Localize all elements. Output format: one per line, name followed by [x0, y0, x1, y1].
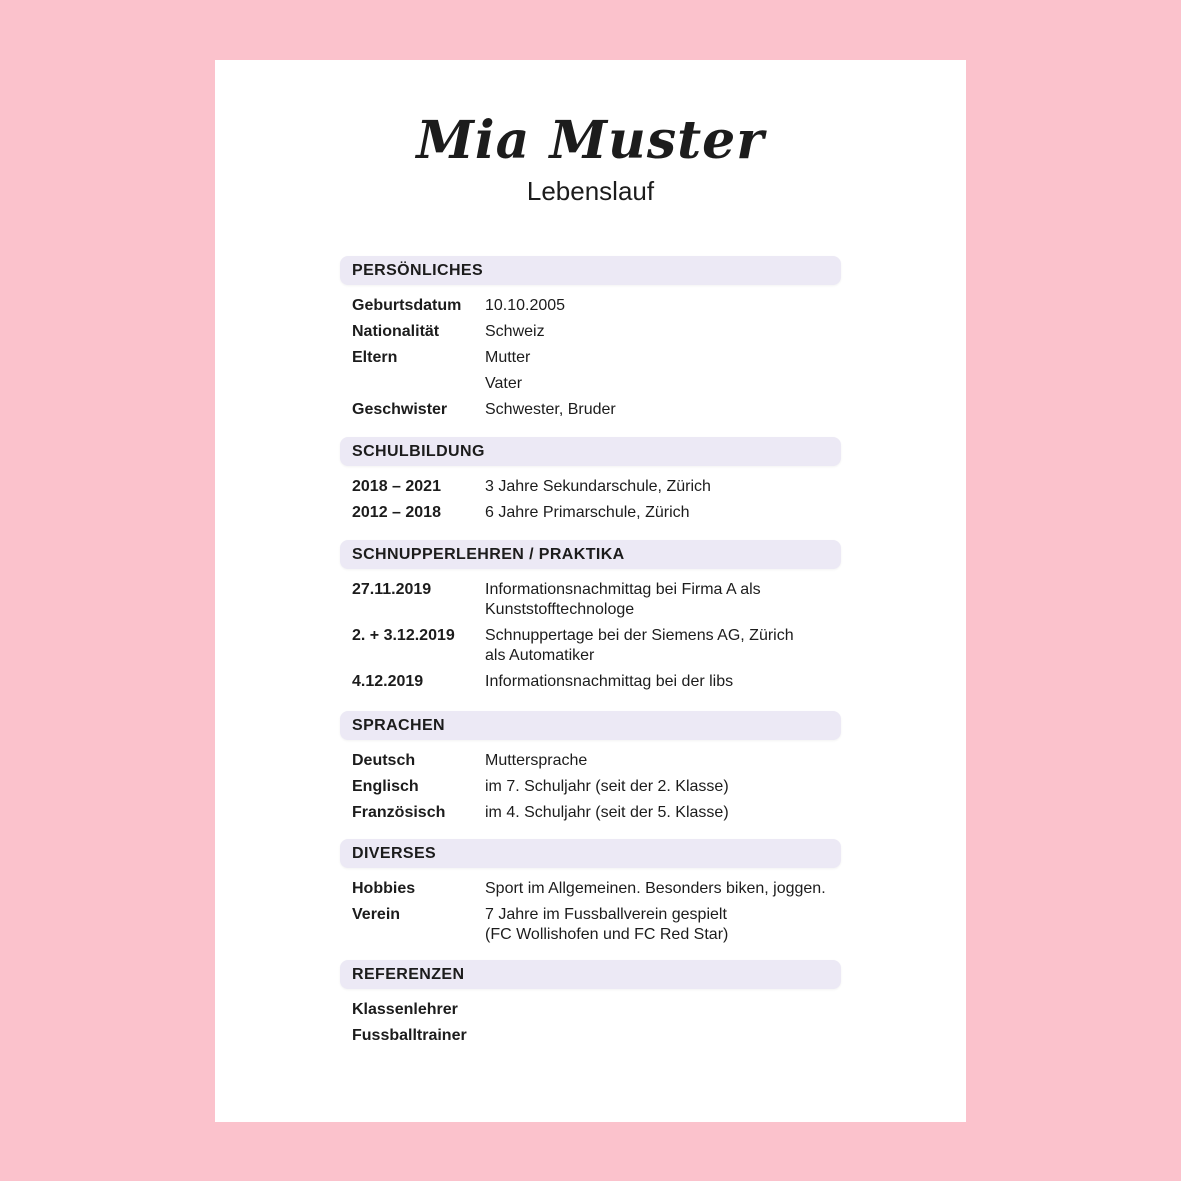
section-header-schnupperlehren [340, 540, 841, 569]
section-referenzen [340, 960, 841, 1052]
row-label: 2. + 3.12.2019 [352, 627, 455, 644]
section-schnupperlehren [340, 540, 841, 698]
section-persoenliches [340, 256, 841, 426]
section-header-schulbildung [340, 437, 841, 466]
row-label: Englisch [352, 778, 419, 795]
row-libs [352, 672, 841, 692]
row-klassenlehrer [352, 1000, 841, 1020]
row-value: Schweiz [485, 323, 545, 340]
resume-page [215, 60, 966, 1122]
row-label: Fussballtrainer [352, 1027, 467, 1044]
row-firma-a [352, 580, 841, 620]
section-header-diverses [340, 839, 841, 868]
person-name: Mia Muster [416, 110, 765, 171]
document-header [215, 110, 966, 206]
row-eltern-vater [352, 374, 841, 394]
row-fussballtrainer [352, 1026, 841, 1046]
section-title: DIVERSES [352, 845, 437, 862]
row-englisch [352, 777, 841, 797]
row-label: Verein [352, 906, 401, 923]
row-label: Deutsch [352, 752, 416, 769]
row-value: 6 Jahre Primarschule, Zürich [485, 504, 690, 521]
row-label: Klassenlehrer [352, 1001, 458, 1018]
section-title: REFERENZEN [352, 966, 465, 983]
row-label: 2018 – 2021 [352, 478, 441, 495]
row-value: Informationsnachmittag bei der libs [485, 673, 734, 690]
section-header-sprachen [340, 711, 841, 740]
section-title: SPRACHEN [352, 717, 445, 734]
section-rows [340, 740, 841, 823]
section-title: PERSÖNLICHES [352, 262, 484, 279]
row-value: 7 Jahre im Fussballverein gespielt (FC Wollishofen und FC Red Star) [485, 906, 729, 943]
row-value: Sport im Allgemeinen. Besonders biken, joggen. [485, 880, 826, 897]
row-franzoesisch [352, 803, 841, 823]
section-schulbildung [340, 437, 841, 529]
row-value [485, 1026, 841, 1046]
row-value: 10.10.2005 [485, 297, 566, 314]
row-label: Geburtsdatum [352, 297, 462, 314]
row-hobbies [352, 879, 841, 899]
section-title: SCHULBILDUNG [352, 443, 485, 460]
row-nationalitaet [352, 322, 841, 342]
row-label: 2012 – 2018 [352, 504, 441, 521]
section-sprachen [340, 711, 841, 829]
row-label: Geschwister [352, 401, 448, 418]
row-value: 3 Jahre Sekundarschule, Zürich [485, 478, 711, 495]
row-sekundarschule [352, 477, 841, 497]
section-rows [340, 569, 841, 692]
section-header-referenzen [340, 960, 841, 989]
row-label: 27.11.2019 [352, 581, 432, 598]
section-rows [340, 989, 841, 1046]
row-value: im 7. Schuljahr (seit der 2. Klasse) [485, 778, 729, 795]
row-label: 4.12.2019 [352, 673, 424, 690]
row-label: Eltern [352, 349, 398, 366]
row-value: Schwester, Bruder [485, 401, 616, 418]
row-label: Französisch [352, 804, 446, 821]
row-verein [352, 905, 841, 945]
row-geburtsdatum [352, 296, 841, 316]
row-value: Schnuppertage bei der Siemens AG, Zürich als Automatiker [485, 627, 794, 664]
row-label: Hobbies [352, 880, 416, 897]
row-value: Informationsnachmittag bei Firma A als Kunststofftechnologe [485, 581, 761, 618]
row-label: Nationalität [352, 323, 440, 340]
row-label [352, 374, 485, 394]
row-value [485, 1000, 841, 1020]
section-rows [340, 868, 841, 945]
row-eltern [352, 348, 841, 368]
row-value: Vater [485, 375, 523, 392]
section-rows [340, 466, 841, 523]
row-value: Mutter [485, 349, 531, 366]
section-diverses [340, 839, 841, 951]
row-value: im 4. Schuljahr (seit der 5. Klasse) [485, 804, 729, 821]
row-value: Muttersprache [485, 752, 588, 769]
document-title: Lebenslauf [526, 176, 655, 206]
row-deutsch [352, 751, 841, 771]
row-siemens [352, 626, 841, 666]
section-header-persoenliches [340, 256, 841, 285]
row-primarschule [352, 503, 841, 523]
section-rows [340, 285, 841, 420]
row-geschwister [352, 400, 841, 420]
section-title: SCHNUPPERLEHREN / PRAKTIKA [352, 546, 625, 563]
